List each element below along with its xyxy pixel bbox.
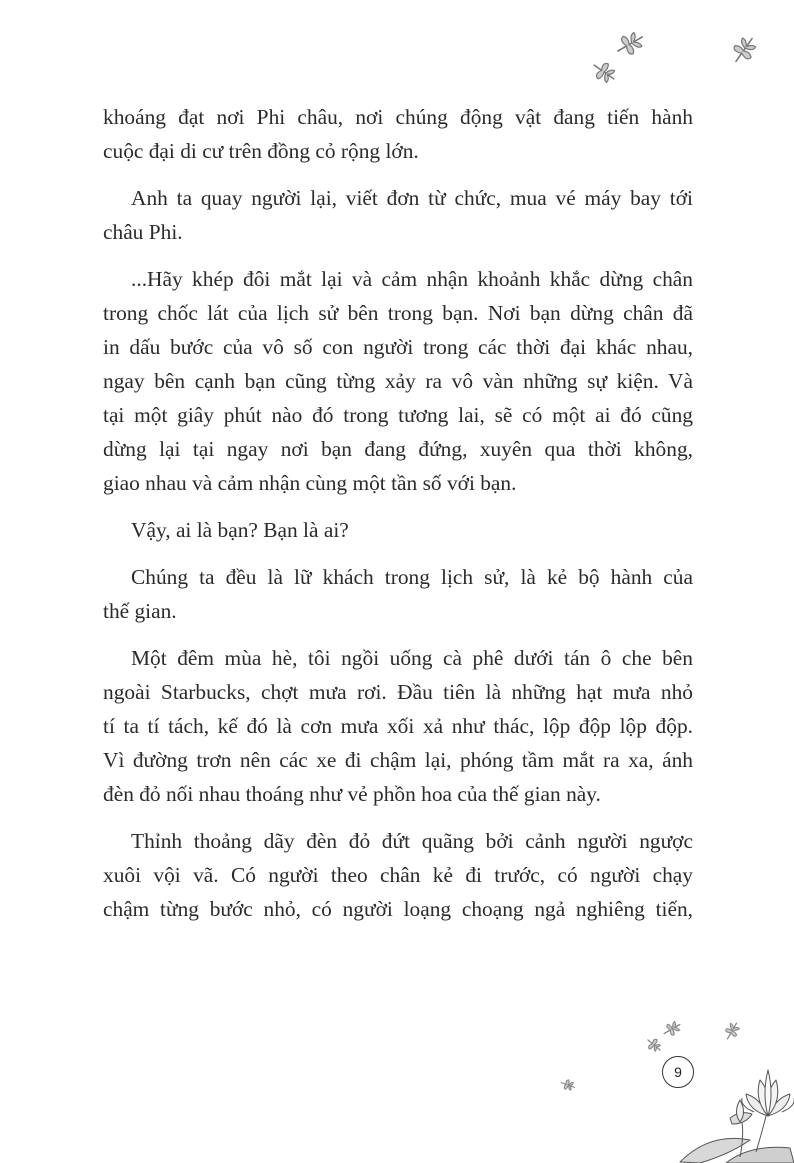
dragonfly-icon [722,1020,741,1042]
text-line: Chúng ta đều là lữ khách trong lịch sử, là kẻ bộ hành của [131,565,693,589]
text-line: chậm từng bước nhỏ, có người loạng choạng ngả nghiêng tiến, [103,897,693,921]
lotus-icon [742,1070,794,1116]
paragraph [103,560,693,628]
paragraph [103,641,693,811]
text-line: in dấu bước của vô số con người trong các thời đại khác nhau, [103,335,693,359]
text-line: Vì đường trơn nên các xe đi chậm lại, phóng tầm mắt ra xa, ánh [103,748,693,772]
dragonfly-icon [613,28,647,59]
text-line: thế gian. [103,599,177,623]
text-line: đèn đỏ nối nhau thoáng như vẻ phồn hoa của thế gian này. [103,782,601,806]
text-line: ngoài Starbucks, chợt mưa rơi. Đầu tiên là những hạt mưa nhỏ [103,680,693,704]
text-line: cuộc đại di cư trên đồng cỏ rộng lớn. [103,139,419,163]
dragonfly-icon [589,58,619,87]
text-line: Một đêm mùa hè, tôi ngồi uống cà phê dưới tán ô che bên [131,646,693,670]
dragonfly-icon [644,1035,664,1054]
text-line: ngay bên cạnh bạn cũng từng xảy ra vô vàn những sự kiện. Và [103,369,693,393]
text-line: tại một giây phút nào đó trong tương lai, sẽ có một ai đó cũng [103,403,693,427]
text-line: Vậy, ai là bạn? Bạn là ai? [131,518,349,542]
lotus-flower-decoration [670,1062,794,1163]
page-number: 9 [662,1056,694,1088]
text-line: dừng lại tại ngay nơi bạn đang đứng, xuyên qua thời không, [103,437,693,461]
paragraph [103,513,693,547]
lotus-leaf [726,1147,794,1163]
text-line: ...Hãy khép đôi mắt lại và cảm nhận khoảnh khắc dừng chân [131,267,693,291]
paragraph [103,100,693,168]
paragraph [103,262,693,500]
text-line: tí ta tí tách, kế đó là cơn mưa xối xả như thác, lộp độp lộp độp. [103,714,693,738]
text-line: châu Phi. [103,220,183,244]
body-text [103,100,693,939]
text-line: xuôi vội vã. Có người theo chân kẻ đi trước, có người chạy [103,863,693,887]
text-line: khoáng đạt nơi Phi châu, nơi chúng động vật đang tiến hành [103,105,693,129]
text-line: Anh ta quay người lại, viết đơn từ chức, mua vé máy bay tới [131,186,693,210]
dragonfly-icon [661,1019,683,1038]
paragraph [103,824,693,926]
dragonfly-decoration-top [578,22,778,92]
dragonfly-icon [560,1078,577,1092]
text-line: Thỉnh thoảng dãy đèn đỏ đứt quãng bởi cảnh người ngược [131,829,693,853]
paragraph [103,181,693,249]
text-line: trong chốc lát của lịch sử bên trong bạn. Nơi bạn dừng chân đã [103,301,693,325]
dragonfly-icon [728,33,760,67]
text-line: giao nhau và cảm nhận cùng một tần số với bạn. [103,471,517,495]
